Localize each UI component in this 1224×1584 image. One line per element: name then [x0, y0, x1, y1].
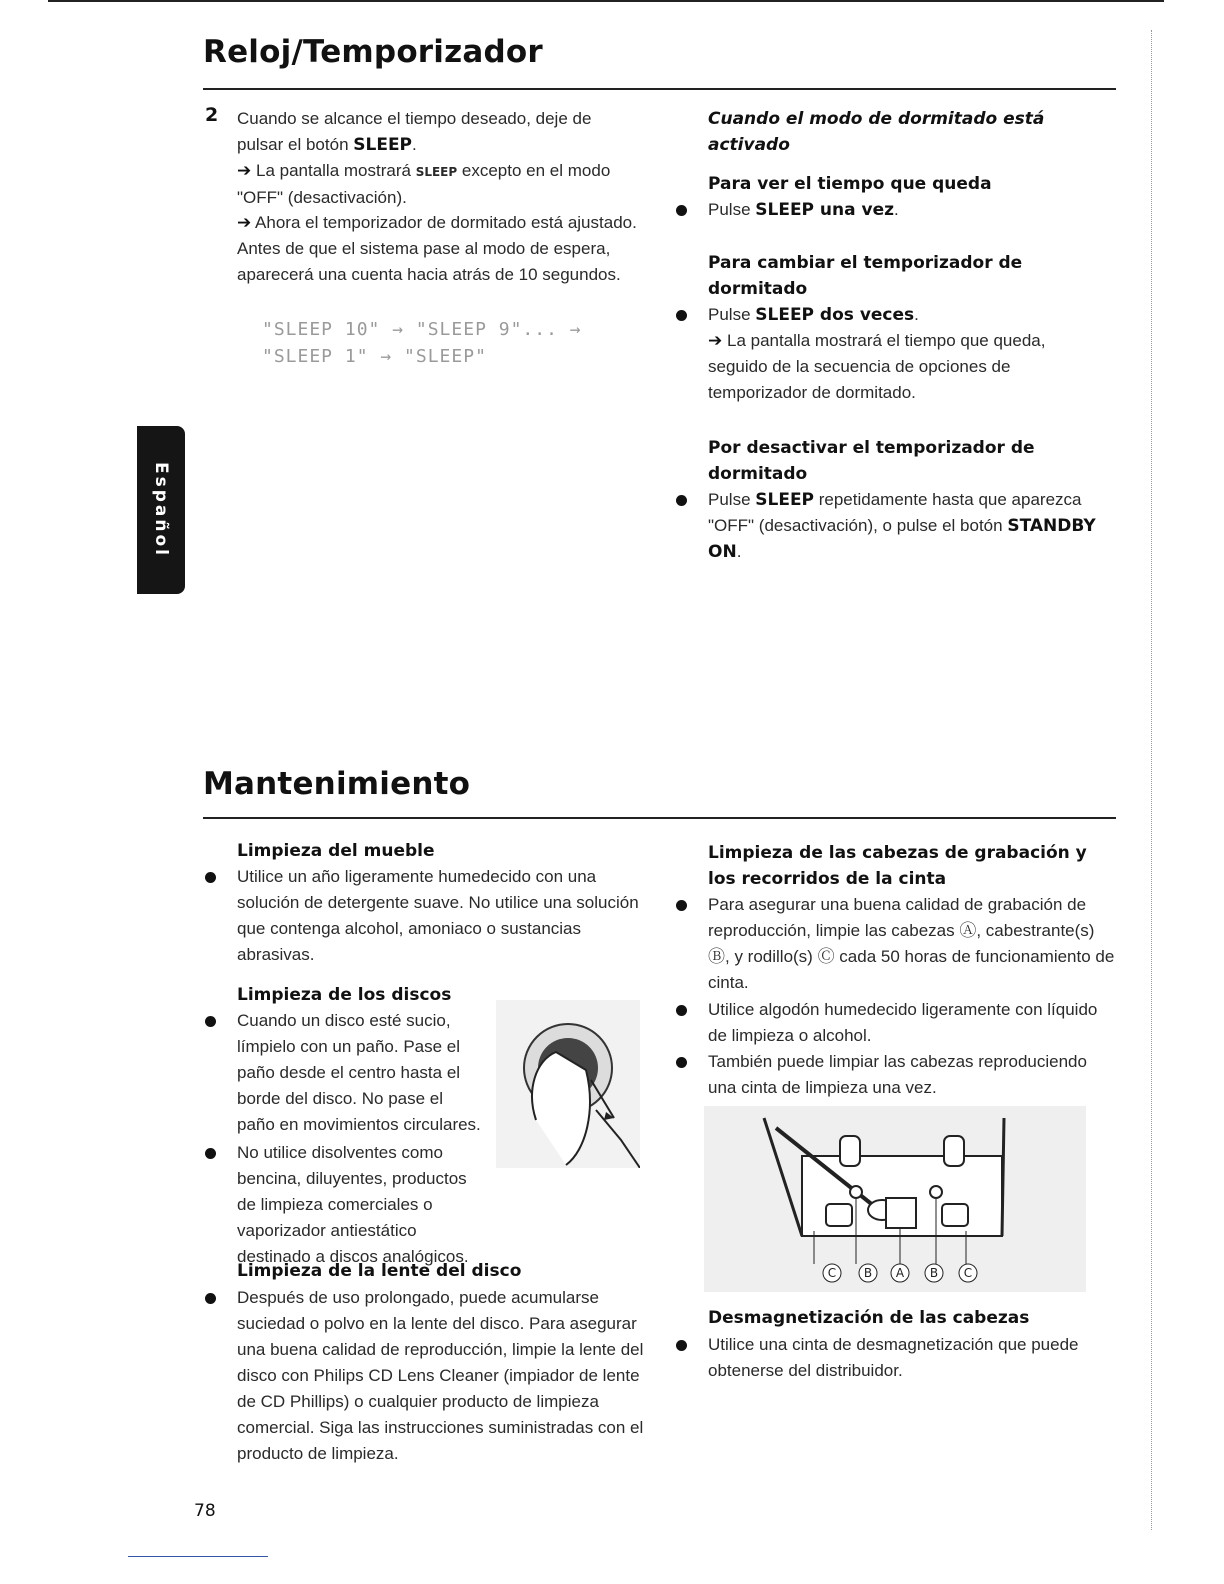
right-margin-dots — [1151, 30, 1152, 1530]
lcd-sequence-1: "SLEEP 10" → "SLEEP 9"... → — [262, 319, 582, 340]
subheading-desactivar: Por desactivar el temporizador de dormitado — [708, 438, 1035, 484]
arrow-icon: ➔ — [237, 213, 252, 232]
desmag-text: Utilice una cinta de desmagnetización que puede obtenerse del distribuidor. — [708, 1335, 1079, 1380]
step-number: 2 — [205, 104, 219, 126]
cabezas-text-2: Utilice algodón humedecido ligeramente con líquido de limpieza o alcohol. — [708, 1000, 1098, 1045]
language-tab: Español — [137, 426, 185, 594]
title-rule — [203, 817, 1116, 819]
desactivar-text: Pulse SLEEP repetidamente hasta que aparezca "OFF" (desactivación), o pulse el botón STANDBY ON. — [708, 490, 1096, 562]
step-2-arrow-1: ➔ La pantalla mostrará SLEEP excepto en el modo "OFF" (desactivación). — [237, 161, 611, 207]
footer-rule — [128, 1556, 268, 1557]
arrow-icon: ➔ — [708, 331, 723, 350]
cabezas-text-3: También puede limpiar las cabezas reproduciendo una cinta de limpieza una vez. — [708, 1052, 1087, 1097]
fig-label-b1: B — [863, 1266, 873, 1280]
subheading-cambiar: Para cambiar el temporizador de dormitado — [708, 253, 1023, 299]
section-title-mantenimiento: Mantenimiento — [203, 766, 471, 802]
disc-cleaning-illustration — [496, 1000, 640, 1168]
bullet — [205, 1293, 216, 1304]
mueble-text: Utilice un año ligeramente humedecido con una solución de detergente suave. No utilice una solución que contenga alcohol, amoniaco o sustancias abrasivas. — [237, 867, 639, 964]
bullet — [676, 1005, 687, 1016]
bullet — [205, 1148, 216, 1159]
bullet — [676, 310, 687, 321]
section-title-reloj: Reloj/Temporizador — [203, 34, 543, 70]
bullet — [676, 495, 687, 506]
title-rule — [203, 88, 1116, 90]
bullet — [205, 872, 216, 883]
cambiar-arrow: ➔ La pantalla mostrará el tiempo que queda, seguido de la secuencia de opciones de temporizador de dormitado. — [708, 331, 1046, 402]
fig-label-a: A — [895, 1266, 905, 1280]
sleep-mode-heading: Cuando el modo de dormitado está activado — [708, 109, 1045, 155]
subheading-desmagnetizacion: Desmagnetización de las cabezas — [708, 1308, 1030, 1328]
top-rule — [48, 0, 1164, 2]
cabezas-text-1: Para asegurar una buena calidad de grabación de reproducción, limpie las cabezas Ⓐ, cabestrante(s) Ⓑ, y rodillo(s) Ⓒ cada 50 horas de funcionamiento de cinta. — [708, 895, 1115, 992]
bullet — [205, 1016, 216, 1027]
cambiar-text: Pulse SLEEP dos veces. — [708, 305, 919, 325]
discos-text-2: No utilice disolventes como bencina, diluyentes, productos de limpieza comerciales o vaporizador antiestático destinado a discos analógicos. — [237, 1143, 469, 1266]
fig-label-c2: C — [963, 1266, 973, 1280]
subheading-discos: Limpieza de los discos — [237, 985, 452, 1005]
step-2-text: Cuando se alcance el tiempo deseado, deje de pulsar el botón SLEEP. — [237, 109, 592, 155]
ver-tiempo-text: Pulse SLEEP una vez. — [708, 200, 899, 220]
page-number: 78 — [194, 1501, 216, 1521]
subheading-mueble: Limpieza del mueble — [237, 841, 435, 861]
subheading-cabezas: Limpieza de las cabezas de grabación y los recorridos de la cinta — [708, 843, 1087, 889]
bullet — [676, 205, 687, 216]
subheading-ver-tiempo: Para ver el tiempo que queda — [708, 174, 992, 194]
tape-head-illustration — [704, 1106, 1086, 1292]
step-2-arrow-2: ➔ Ahora el temporizador de dormitado está ajustado. Antes de que el sistema pase al modo de espera, aparecerá una cuenta hacia atrás de 10 segundos. — [237, 213, 637, 284]
fig-label-b2: B — [929, 1266, 939, 1280]
lente-text: Después de uso prolongado, puede acumularse suciedad o polvo en la lente del disco. Para asegurar una buena calidad de reproducción, limpie la lente del disco con Philips CD Lens Cleaner (impiador de lente de CD Phillips) o cualquier producto de limpieza comercial. Siga las instrucciones suministradas con el producto de limpieza. — [237, 1288, 644, 1463]
arrow-icon: ➔ — [237, 161, 252, 180]
bullet — [676, 900, 687, 911]
fig-label-c1: C — [827, 1266, 837, 1280]
bullet — [676, 1057, 687, 1068]
lcd-sequence-2: "SLEEP 1" → "SLEEP" — [262, 346, 487, 367]
subheading-lente: Limpieza de la lente del disco — [237, 1261, 522, 1281]
discos-text-1: Cuando un disco esté sucio, límpielo con un paño. Pase el paño desde el centro hasta el borde del disco. No pase el paño en movimientos circulares. — [237, 1011, 481, 1134]
bullet — [676, 1340, 687, 1351]
